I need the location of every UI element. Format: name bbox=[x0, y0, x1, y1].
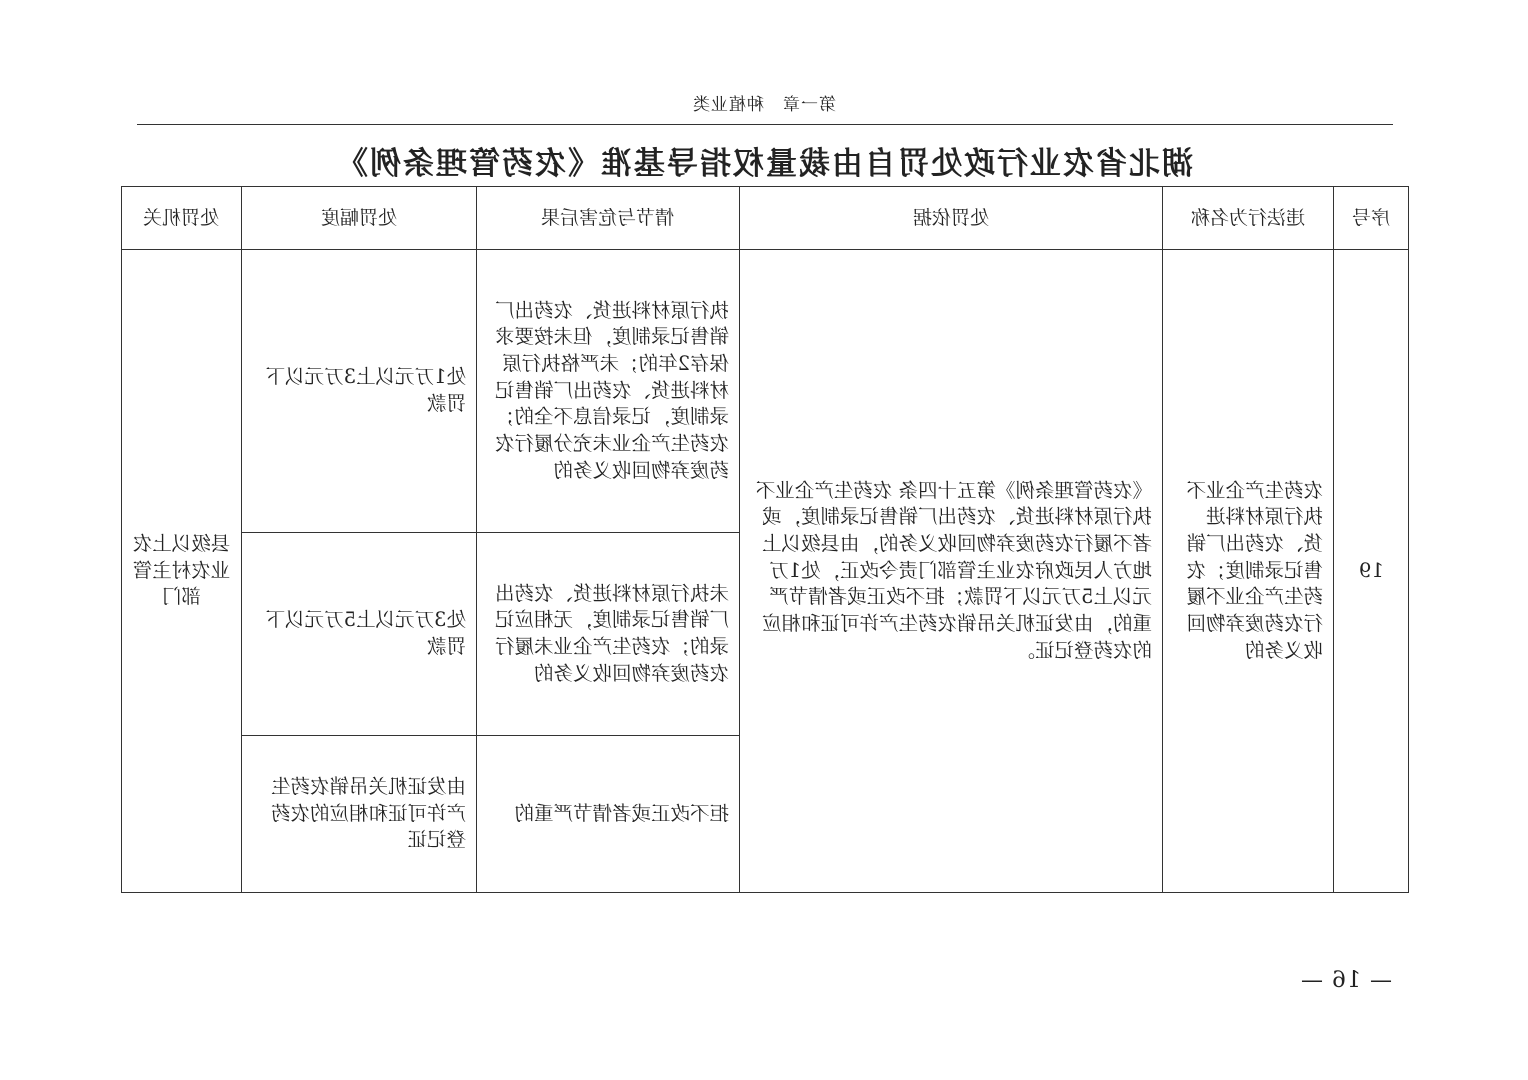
col-header-circumstances: 情节与危害后果 bbox=[477, 187, 740, 250]
authority-cell: 县级以上农业农村主管部门 bbox=[122, 250, 242, 893]
violation-name-cell: 农药生产企业不执行原材料进货、农药出厂销售记录制度；农药生产企业不履行农药废弃物回收义务的 bbox=[1163, 250, 1334, 893]
circumstances-cell-2: 未执行原材料进货、农药出厂销售记录制度，无相应记录的；农药生产企业未履行农药废弃物回收义务的 bbox=[477, 533, 740, 736]
penalty-range-cell-2: 处3万元以上5万元以下罚款 bbox=[242, 533, 477, 736]
penalty-range-cell-3: 由发证机关吊销农药生产许可证和相应的农药登记证 bbox=[242, 736, 477, 893]
legal-basis-cell: 《农药管理条例》第五十四条 农药生产企业不执行原材料进货、农药出厂销售记录制度，或者不履行农药废弃物回收义务的，由县级以上地方人民政府农业主管部门责令改正，处1万元以上5万元以下罚款；拒不改正或者情节严重的，由发证机关吊销农药生产许可证和相应的农药登记证。 bbox=[740, 250, 1163, 893]
running-head-text: 第一章 种植业类 bbox=[692, 95, 836, 115]
running-head bbox=[0, 90, 1528, 115]
col-header-number: 序号 bbox=[1334, 187, 1409, 250]
col-header-violation-name: 违法行为名称 bbox=[1163, 187, 1334, 250]
col-header-penalty-range: 处罚幅度 bbox=[242, 187, 477, 250]
header-divider bbox=[137, 124, 1393, 125]
number-cell: 19 bbox=[1334, 250, 1409, 893]
table-header-row bbox=[122, 187, 1409, 250]
col-header-authority: 处罚机关 bbox=[122, 187, 242, 250]
circumstances-cell-1: 执行原材料进货、农药出厂销售记录制度，但未按要求保存2年的；未严格执行原材料进货、农药出厂销售记录制度，记录信息不全的；农药生产企业未充分履行农药废弃物回收义务的 bbox=[477, 250, 740, 533]
document-title bbox=[0, 138, 1528, 183]
penalty-standard-table bbox=[121, 186, 1409, 893]
col-header-legal-basis: 处罚依据 bbox=[740, 187, 1163, 250]
circumstances-cell-3: 拒不改正或者情节严重的 bbox=[477, 736, 740, 893]
table-row bbox=[122, 250, 1409, 533]
document-title-text: 湖北省农业行政处罚自由裁量权指导基准《农药管理条例》 bbox=[335, 146, 1193, 182]
page-number: — 16 — bbox=[1300, 968, 1392, 993]
penalty-range-cell-1: 处1万元以上3万元以下罚款 bbox=[242, 250, 477, 533]
